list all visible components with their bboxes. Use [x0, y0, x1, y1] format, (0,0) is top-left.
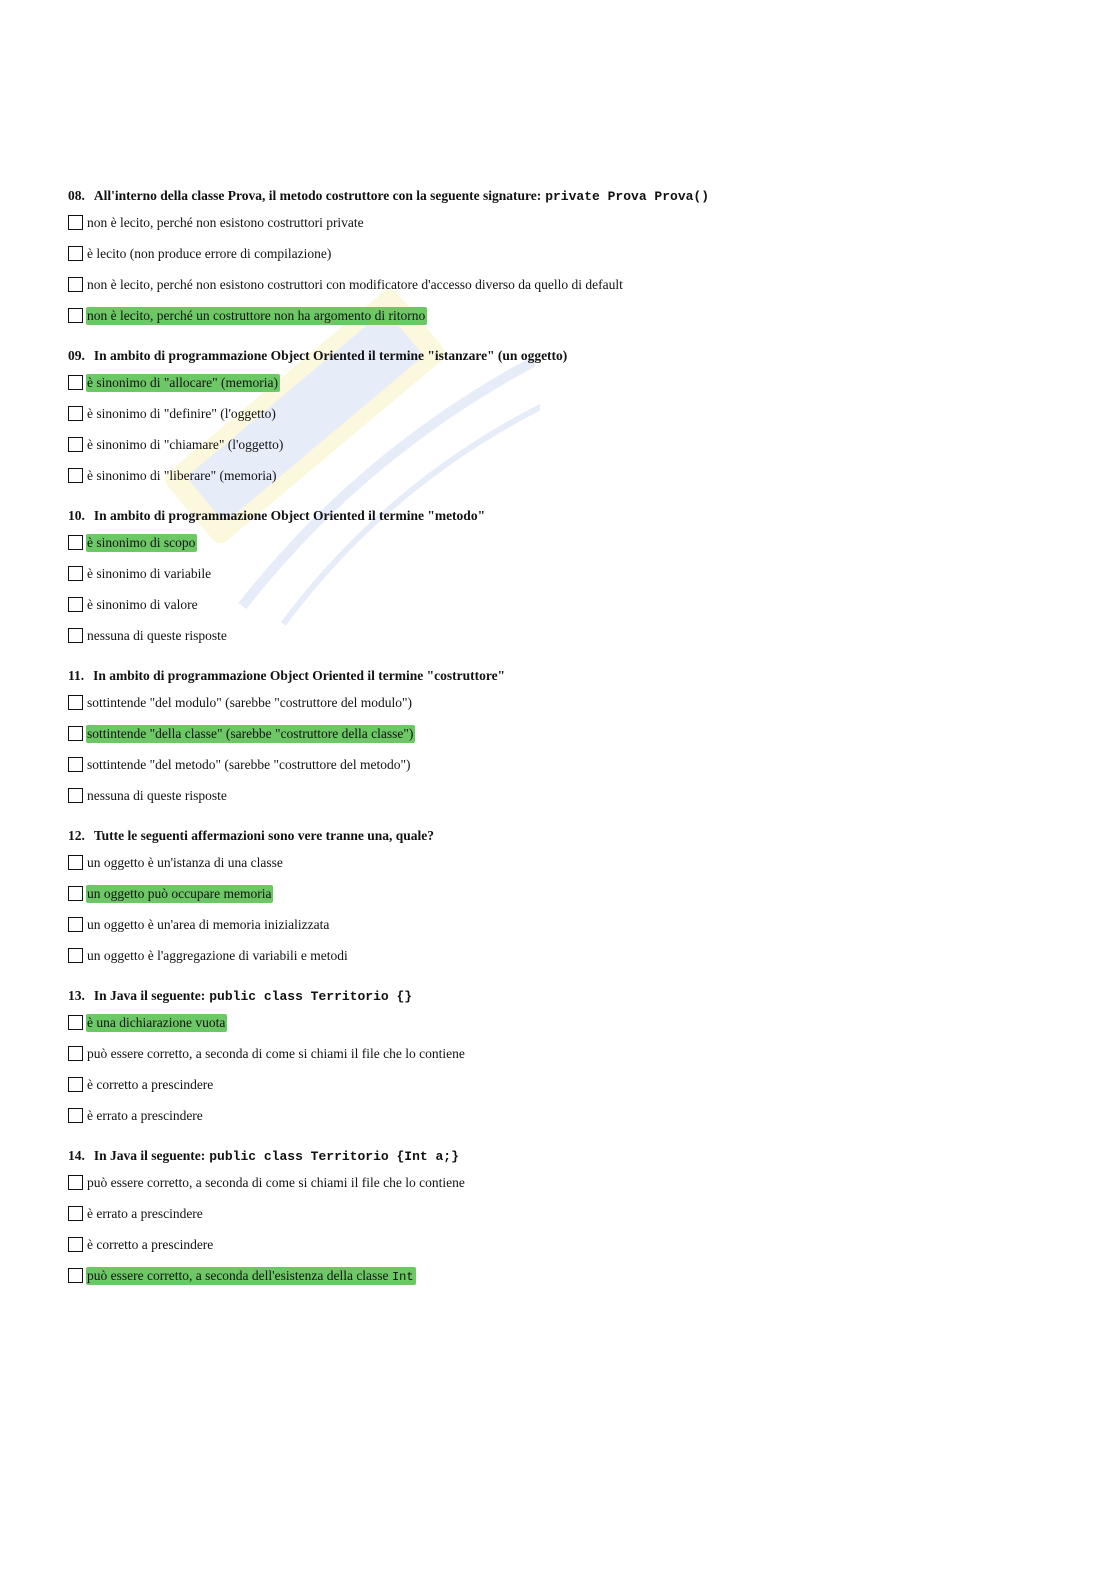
answer-label-highlighted — [86, 725, 415, 743]
answer-option[interactable] — [68, 429, 1068, 460]
answer-checkbox[interactable] — [68, 1206, 83, 1221]
answer-option[interactable] — [68, 1069, 1068, 1100]
question-heading — [68, 345, 1068, 367]
answer-text: è sinonimo di scopo — [87, 534, 196, 550]
answer-text: non è lecito, perché non esistono costruttori con modificatore d'accesso diverso da quello di default — [87, 276, 623, 292]
answer-option[interactable] — [68, 847, 1068, 878]
answer-label — [86, 947, 350, 965]
answer-text: nessuna di queste risposte — [87, 627, 227, 643]
question-spacer — [68, 1131, 1068, 1145]
question-heading — [68, 825, 1068, 847]
answer-label — [86, 565, 213, 583]
question-number: 14. — [68, 1148, 85, 1163]
answer-option[interactable] — [68, 1167, 1068, 1198]
answer-label — [86, 214, 366, 232]
question-block — [68, 985, 1068, 1131]
answer-checkbox[interactable] — [68, 948, 83, 963]
answer-option[interactable] — [68, 269, 1068, 300]
question-heading — [68, 985, 1068, 1007]
answer-text: sottintende "del modulo" (sarebbe "costruttore del modulo") — [87, 694, 412, 710]
answer-checkbox[interactable] — [68, 628, 83, 643]
answer-checkbox[interactable] — [68, 1175, 83, 1190]
question-text: In ambito di programmazione Object Oriented il termine "metodo" — [93, 508, 486, 523]
question-block — [68, 1145, 1068, 1291]
answer-checkbox[interactable] — [68, 437, 83, 452]
answer-option[interactable] — [68, 300, 1068, 331]
answer-label — [86, 1076, 215, 1094]
question-number: 13. — [68, 988, 85, 1003]
answer-label-highlighted — [86, 1014, 227, 1032]
answer-label — [86, 787, 229, 805]
answer-code: Int — [391, 1269, 414, 1284]
answer-option[interactable] — [68, 589, 1068, 620]
answer-option[interactable] — [68, 940, 1068, 971]
answer-option[interactable] — [68, 718, 1068, 749]
answer-checkbox[interactable] — [68, 1077, 83, 1092]
answer-option[interactable] — [68, 909, 1068, 940]
answer-text: può essere corretto, a seconda dell'esistenza della classe — [87, 1267, 389, 1283]
question-heading — [68, 1145, 1068, 1167]
answer-option[interactable] — [68, 460, 1068, 491]
answer-text: sottintende "del metodo" (sarebbe "costruttore del metodo") — [87, 756, 411, 772]
question-code: private Prova Prova() — [545, 189, 710, 204]
quiz-page — [68, 185, 1068, 1305]
answer-checkbox[interactable] — [68, 1268, 83, 1283]
answer-text: non è lecito, perché un costruttore non ha argomento di ritorno — [87, 307, 426, 323]
answer-checkbox[interactable] — [68, 406, 83, 421]
answer-option[interactable] — [68, 558, 1068, 589]
question-spacer — [68, 1291, 1068, 1305]
answer-option[interactable] — [68, 238, 1068, 269]
answer-text: un oggetto è un'istanza di una classe — [87, 854, 283, 870]
answer-option[interactable] — [68, 1038, 1068, 1069]
answer-label-highlighted — [86, 307, 427, 325]
answer-label — [86, 1174, 467, 1192]
question-spacer — [68, 651, 1068, 665]
answer-option[interactable] — [68, 1260, 1068, 1291]
answer-text: non è lecito, perché non esistono costruttori private — [87, 214, 364, 230]
answer-label — [86, 1205, 205, 1223]
question-text: In ambito di programmazione Object Oriented il termine "istanzare" (un oggetto) — [93, 348, 568, 363]
answer-label — [86, 276, 625, 294]
answer-checkbox[interactable] — [68, 375, 83, 390]
answer-text: può essere corretto, a seconda di come si chiami il file che lo contiene — [87, 1174, 465, 1190]
answer-label-highlighted — [86, 885, 273, 903]
answer-option[interactable] — [68, 620, 1068, 651]
answer-text: è errato a prescindere — [87, 1107, 203, 1123]
answer-checkbox[interactable] — [68, 1108, 83, 1123]
answer-label — [86, 245, 333, 263]
answer-option[interactable] — [68, 1007, 1068, 1038]
answer-label — [86, 436, 285, 454]
question-code: public class Territorio {} — [209, 989, 413, 1004]
answer-label-highlighted — [86, 374, 280, 392]
answer-option[interactable] — [68, 367, 1068, 398]
answer-checkbox[interactable] — [68, 695, 83, 710]
question-number: 12. — [68, 828, 85, 843]
question-spacer — [68, 491, 1068, 505]
answer-option[interactable] — [68, 1198, 1068, 1229]
answer-option[interactable] — [68, 1229, 1068, 1260]
answer-label — [86, 1236, 215, 1254]
answer-checkbox[interactable] — [68, 1015, 83, 1030]
answer-checkbox[interactable] — [68, 468, 83, 483]
question-block — [68, 185, 1068, 331]
question-block — [68, 665, 1068, 811]
answer-option[interactable] — [68, 780, 1068, 811]
question-text: In Java il seguente: — [93, 988, 206, 1003]
question-heading — [68, 505, 1068, 527]
answer-label — [86, 627, 229, 645]
answer-text: è errato a prescindere — [87, 1205, 203, 1221]
answer-text: è sinonimo di variabile — [87, 565, 212, 581]
answer-text: un oggetto è un'area di memoria inizializzata — [87, 916, 330, 932]
answer-checkbox[interactable] — [68, 535, 83, 550]
answer-checkbox[interactable] — [68, 308, 83, 323]
question-text: All'interno della classe Prova, il metodo costruttore con la seguente signature: — [93, 188, 542, 203]
question-number: 08. — [68, 188, 85, 203]
answer-label — [86, 756, 412, 774]
answer-label — [86, 405, 278, 423]
answer-checkbox[interactable] — [68, 757, 83, 772]
question-spacer — [68, 811, 1068, 825]
answer-checkbox[interactable] — [68, 246, 83, 261]
answer-checkbox[interactable] — [68, 566, 83, 581]
answer-checkbox[interactable] — [68, 886, 83, 901]
answer-text: è sinonimo di "liberare" (memoria) — [87, 467, 277, 483]
question-block — [68, 505, 1068, 651]
answer-text: è sinonimo di valore — [87, 596, 198, 612]
answer-option[interactable] — [68, 878, 1068, 909]
answer-checkbox[interactable] — [68, 917, 83, 932]
answer-text: è sinonimo di "definire" (l'oggetto) — [87, 405, 276, 421]
answer-option[interactable] — [68, 207, 1068, 238]
answer-label — [86, 916, 331, 934]
question-number: 10. — [68, 508, 85, 523]
answer-label-highlighted — [86, 534, 197, 552]
question-code: public class Territorio {Int a;} — [209, 1149, 459, 1164]
answer-text: è corretto a prescindere — [87, 1236, 214, 1252]
answer-label — [86, 694, 414, 712]
question-number: 09. — [68, 348, 85, 363]
question-heading — [68, 185, 1068, 207]
question-block — [68, 345, 1068, 491]
answer-checkbox[interactable] — [68, 215, 83, 230]
answer-checkbox[interactable] — [68, 1237, 83, 1252]
answer-label — [86, 596, 200, 614]
answer-text: sottintende "della classe" (sarebbe "costruttore della classe") — [87, 725, 414, 741]
answer-checkbox[interactable] — [68, 788, 83, 803]
answer-text: un oggetto è l'aggregazione di variabili e metodi — [87, 947, 348, 963]
question-block — [68, 825, 1068, 971]
answer-text: è sinonimo di "chiamare" (l'oggetto) — [87, 436, 284, 452]
answer-option[interactable] — [68, 1100, 1068, 1131]
answer-text: è una dichiarazione vuota — [87, 1014, 226, 1030]
answer-text: è sinonimo di "allocare" (memoria) — [87, 374, 278, 390]
answer-option[interactable] — [68, 398, 1068, 429]
answer-text: è corretto a prescindere — [87, 1076, 214, 1092]
answer-checkbox[interactable] — [68, 726, 83, 741]
answer-label-highlighted — [86, 1267, 416, 1285]
question-text: In ambito di programmazione Object Oriented il termine "costruttore" — [93, 668, 506, 683]
question-spacer — [68, 971, 1068, 985]
answer-text: nessuna di queste risposte — [87, 787, 227, 803]
answer-checkbox[interactable] — [68, 597, 83, 612]
answer-checkbox[interactable] — [68, 277, 83, 292]
answer-label — [86, 1107, 205, 1125]
question-text: Tutte le seguenti affermazioni sono vere tranne una, quale? — [93, 828, 434, 843]
answer-text: può essere corretto, a seconda di come si chiami il file che lo contiene — [87, 1045, 465, 1061]
question-spacer — [68, 331, 1068, 345]
answer-label — [86, 467, 278, 485]
answer-text: è lecito (non produce errore di compilazione) — [87, 245, 332, 261]
answer-option[interactable] — [68, 749, 1068, 780]
answer-option[interactable] — [68, 687, 1068, 718]
question-text: In Java il seguente: — [93, 1148, 206, 1163]
answer-checkbox[interactable] — [68, 855, 83, 870]
answer-checkbox[interactable] — [68, 1046, 83, 1061]
answer-label — [86, 1045, 467, 1063]
answer-label — [86, 854, 285, 872]
answer-option[interactable] — [68, 527, 1068, 558]
question-heading — [68, 665, 1068, 687]
answer-text: un oggetto può occupare memoria — [87, 885, 272, 901]
question-number: 11. — [68, 668, 85, 683]
